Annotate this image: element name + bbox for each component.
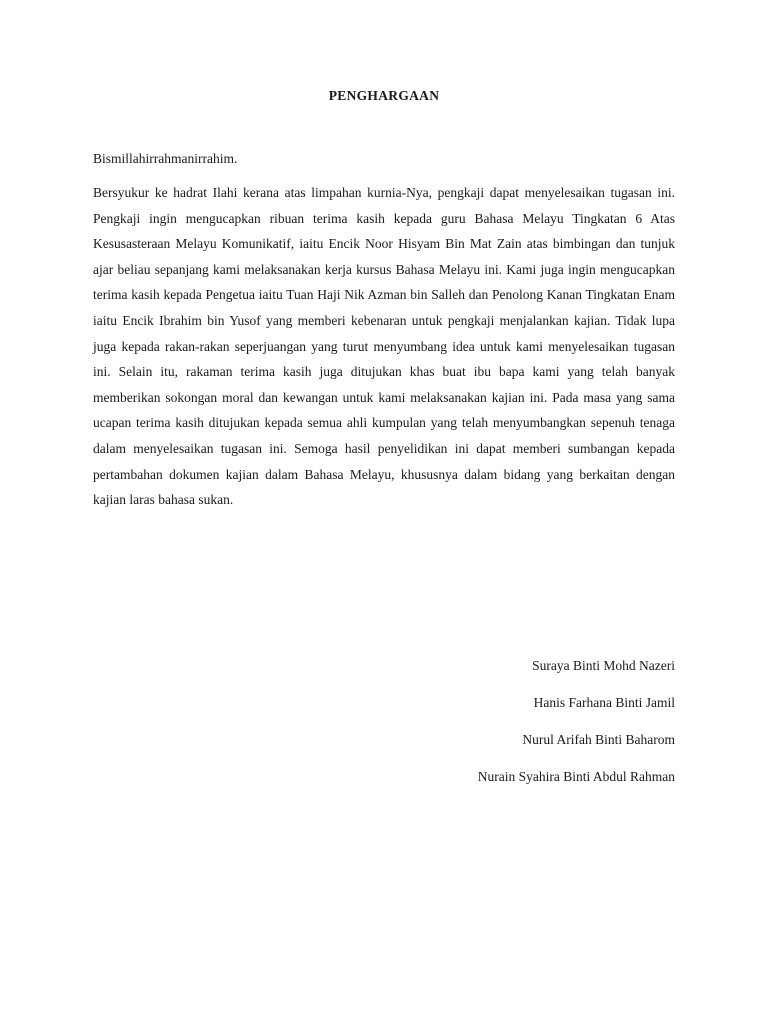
- signatory-name: Nurain Syahira Binti Abdul Rahman: [477, 769, 675, 784]
- signatory-name: Hanis Farhana Binti Jamil: [533, 695, 675, 710]
- opening-line: Bismillahirrahmanirrahim.: [93, 151, 238, 166]
- page-title: PENGHARGAAN: [328, 88, 440, 103]
- signatory-name: Nurul Arifah Binti Baharom: [522, 732, 675, 747]
- signatory-name: Suraya Binti Mohd Nazeri: [532, 658, 675, 673]
- acknowledgement-paragraph: Bersyukur ke hadrat Ilahi kerana atas limpahan kurnia-Nya, pengkaji dapat menyelesaikan tugasan ini. Pengkaji ingin mengucapkan ribuan terima kasih kepada guru Bahasa Melayu Tingkatan 6 Atas Kesusasteraan Melayu Komunikatif, iaitu Encik Noor Hisyam Bin Mat Zain atas bimbingan dan tunjuk ajar beliau sepanjang kami melaksanakan kerja kursus Bahasa Melayu ini. Kami juga ingin mengucapkan terima kasih kepada Pengetua iaitu Tuan Haji Nik Azman bin Salleh dan Penolong Kanan Tingkatan Enam iaitu Encik Ibrahim bin Yusof yang memberi kebenaran untuk pengkaji menjalankan kajian. Tidak lupa juga kepada rakan-rakan seperjuangan yang turut menyumbang idea untuk kami menyelesaikan tugasan ini. Selain itu, rakaman terima kasih juga ditujukan khas buat ibu bapa kami yang telah banyak memberikan sokongan moral dan kewangan untuk kami melaksanakan kajian ini. Pada masa yang sama ucapan terima kasih ditujukan kepada semua ahli kumpulan yang telah menyumbangkan sepenuh tenaga dalam menyelesaikan tugasan ini. Semoga hasil penyelidikan ini dapat memberi sumbangan kepada pertambahan dokumen kajian dalam Bahasa Melayu, khususnya dalam bidang yang berkaitan dengan kajian laras bahasa sukan.: [93, 185, 675, 508]
- signatory-list: [478, 657, 675, 805]
